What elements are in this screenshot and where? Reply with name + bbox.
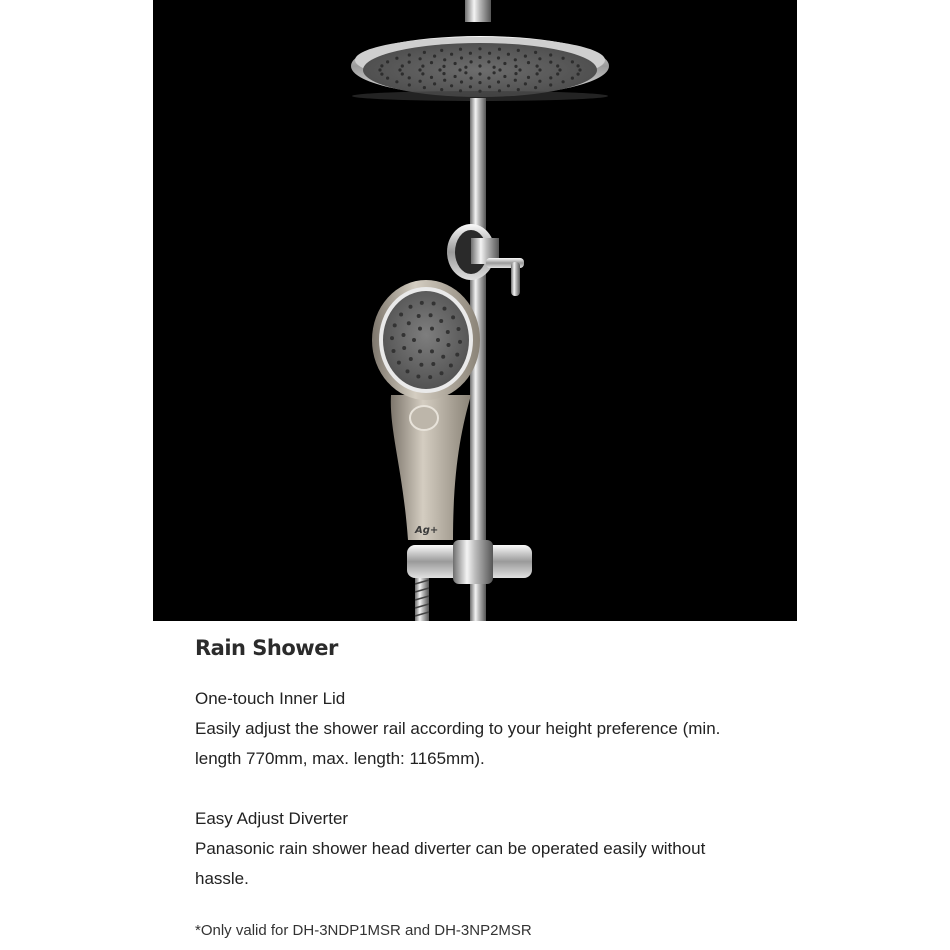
footnote: *Only valid for DH-3NDP1MSR and DH-3NP2MSR: [195, 922, 532, 939]
spray-mode-button: [410, 406, 438, 430]
product-hero-image: [153, 0, 797, 621]
section-title: Rain Shower: [195, 636, 338, 660]
feature-diverter: [195, 804, 795, 894]
feature-heading: Easy Adjust Diverter: [195, 809, 349, 828]
feature-inner-lid: [195, 684, 795, 774]
rain-shower-head-plate: [363, 43, 597, 97]
hand-shower-face: [383, 291, 469, 389]
feature-body-line: length 770mm, max. length: 1165mm).: [195, 749, 485, 768]
product-description: [195, 632, 795, 941]
feature-heading: One-touch Inner Lid: [195, 689, 346, 708]
feature-body-line: Easily adjust the shower rail according to your height preference (min.: [195, 719, 721, 738]
shower-arm: [465, 0, 491, 22]
rain-shower-illustration: [153, 0, 797, 621]
feature-body-line: Panasonic rain shower head diverter can be operated easily without: [195, 839, 706, 858]
ag-logo: Ag+: [415, 525, 439, 536]
feature-body-line: hassle.: [195, 869, 249, 888]
